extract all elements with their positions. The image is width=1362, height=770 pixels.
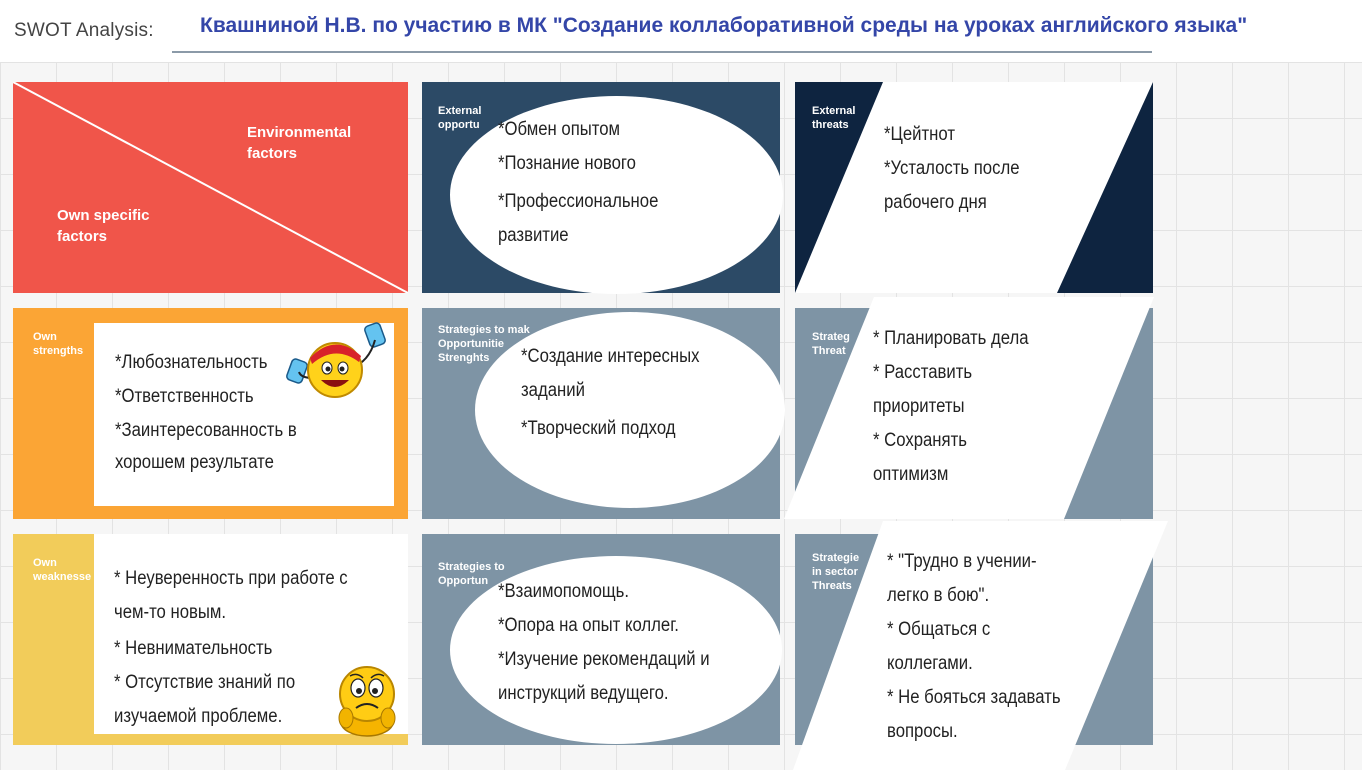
list-item: *Усталость после [884, 158, 1020, 179]
opportunities-text [498, 113, 658, 253]
list-item: изучаемой проблеме. [114, 706, 283, 727]
list-item: * Расставить [873, 362, 973, 383]
list-item: коллегами. [887, 653, 973, 674]
threats-tag: External threats [812, 105, 856, 131]
list-item: *Опора на опыт коллег. [498, 615, 679, 636]
list-item: *Творческий подход [521, 418, 676, 439]
list-item: *Познание нового [498, 153, 636, 174]
strengths-tag: Own strengths [33, 331, 84, 357]
list-item: *Создание интересных [521, 346, 700, 367]
cheering-smiley-icon [283, 318, 395, 406]
wo-strategies-tag: Strategies to Opportun [438, 561, 505, 587]
list-item: *Взаимопомощь. [498, 581, 630, 602]
list-item: рабочего дня [884, 192, 987, 213]
list-item: *Изучение рекомендаций и [498, 649, 710, 670]
threats-text [884, 118, 1020, 220]
list-item: приоритеты [873, 396, 965, 417]
swot-label: SWOT Analysis: [14, 20, 154, 41]
list-item: *Заинтересованность в [115, 420, 297, 441]
wo-strategies-text [498, 575, 710, 711]
list-item: * Неуверенность при работе с [114, 568, 348, 589]
list-item: инструкций ведущего. [498, 683, 669, 704]
title-underline [172, 51, 1152, 53]
list-item: * Не бояться задавать [887, 687, 1061, 708]
list-item: * Невнимательность [114, 638, 273, 659]
list-item: заданий [521, 380, 585, 401]
environmental-factors-label: Environmental factors [247, 124, 352, 162]
wt-strategies-tag: Strategie in sector Threats [812, 552, 860, 592]
list-item: *Обмен опытом [498, 119, 621, 140]
list-item: развитие [498, 225, 569, 246]
so-strategies-text [521, 340, 699, 446]
strengths-text [115, 346, 297, 480]
st-strategies-text [873, 322, 1029, 492]
weaknesses-tag: Own weaknesse [33, 557, 92, 583]
own-specific-factors-label: Own specific factors [57, 207, 150, 245]
list-item: * Отсутствие знаний по [114, 672, 296, 693]
list-item: *Цейтнот [884, 124, 956, 145]
list-item: *Любознательность [115, 352, 268, 373]
list-item: легко в бою". [887, 585, 990, 606]
page-title: Квашниной Н.В. по участию в МК "Создание коллаборативной среды на уроках английского языка" [200, 14, 1248, 37]
list-item: * Планировать дела [873, 328, 1029, 349]
st-strategies-tag: Strateg Threat [812, 331, 850, 357]
list-item: * "Трудно в учении- [887, 551, 1037, 572]
list-item: чем-то новым. [114, 602, 227, 623]
corner-diagonal [13, 82, 408, 293]
weaknesses-text [114, 562, 348, 730]
list-item: * Общаться с [887, 619, 991, 640]
wt-strategies-text [887, 545, 1061, 749]
list-item: оптимизм [873, 464, 949, 485]
list-item: *Ответственность [115, 386, 254, 407]
worried-smiley-icon [332, 662, 402, 738]
list-item: *Профессиональное [498, 191, 659, 212]
corner-cell [13, 82, 408, 293]
opportunities-tag: External opportu [438, 105, 482, 131]
list-item: * Сохранять [873, 430, 967, 451]
so-strategies-tag: Strategies to mak Opportunitie Strenghts [438, 324, 530, 364]
list-item: хорошем результате [115, 452, 274, 473]
list-item: вопросы. [887, 721, 958, 742]
